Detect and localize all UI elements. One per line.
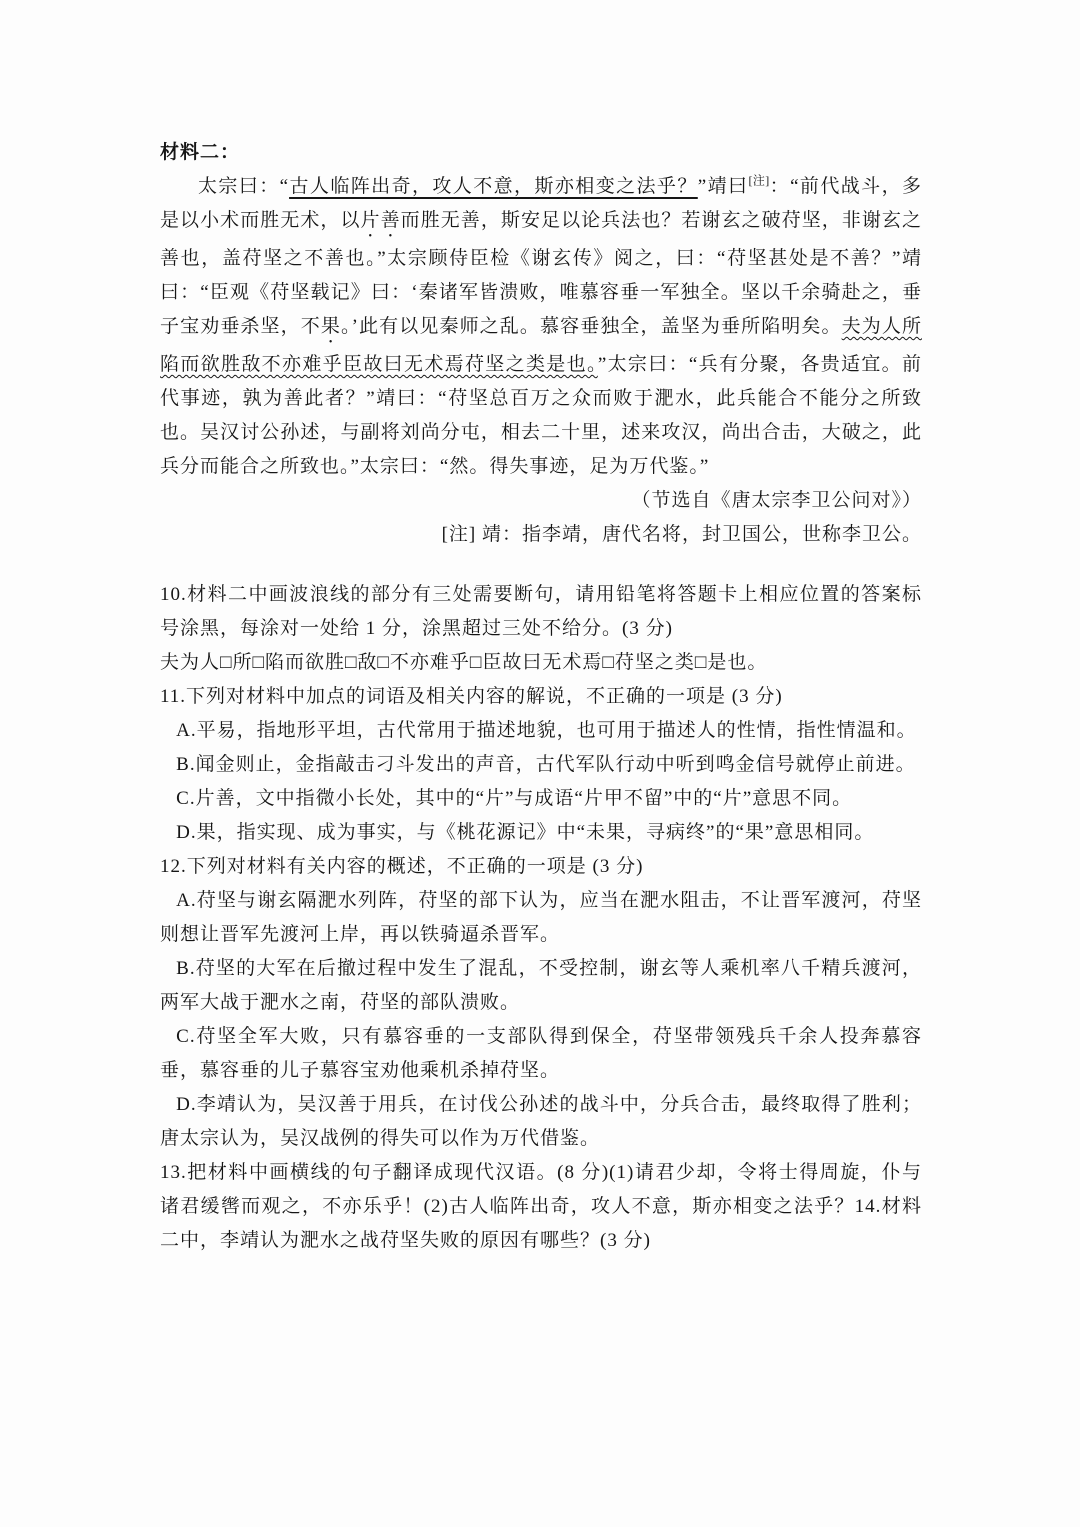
- passage-segment-normal: ：“前代战斗，多是以小术而胜无术，以: [160, 176, 922, 231]
- passage-segment-normal: 。’此有以见秦师之乱。慕容垂独全，盖坚为垂所陷明矣。: [340, 316, 842, 337]
- passage-segment-note-sup: [注]: [748, 173, 770, 188]
- question-12-option-D: D.李靖认为，吴汉善于用兵，在讨伐公孙述的战斗中，分兵合击，最终取得了胜利；唐太宗认为，吴汉战例的得失可以作为万代借鉴。: [160, 1094, 922, 1149]
- question-12-options: [160, 884, 922, 1156]
- question-10-stem: 10.材料二中画波浪线的部分有三处需要断句，请用铅笔将答题卡上相应位置的答案标号涂黑，每涂对一处给 1 分，涂黑超过三处不给分。(3 分): [160, 584, 922, 639]
- question-11-stem: 11.下列对材料中加点的词语及相关内容的解说，不正确的一项是 (3 分): [160, 686, 783, 707]
- question-12-option-C: C.苻坚全军大败，只有慕容垂的一支部队得到保全，苻坚带领残兵千余人投奔慕容垂，慕容垂的儿子慕容宝劝他乘机杀掉苻坚。: [160, 1026, 922, 1081]
- passage-segment-normal: 太宗曰：“: [198, 176, 290, 197]
- question-10-duanju-sentence: 夫为人□所□陷而欲胜□敌□不亦难乎□臣故曰无术焉□苻坚之类□是也。: [160, 652, 768, 673]
- questions-section: [160, 578, 922, 1258]
- passage-segment-solid-underline: 古人临阵出奇，攻人不意，斯亦相变之法乎？: [289, 176, 698, 197]
- material-two-heading: 材料二：: [160, 142, 241, 163]
- classical-passage-material-two: [160, 170, 922, 484]
- question-11-options: [160, 714, 922, 850]
- passage-segment-normal: 而胜无善，斯安足以论兵法也？若谢玄之破苻坚，非谢玄之善也，盖苻坚之不善也。”太宗顾侍臣检《谢玄传》阅之，曰：“苻坚甚处是不善？”靖曰：“臣观《苻坚载记》曰：‘秦诸军皆溃败，唯慕容垂一军独全。坚以千余骑赴之，垂子宝劝垂杀坚，不: [160, 210, 922, 337]
- question-11-option-D: D.果，指实现、成为事实，与《桃花源记》中“未果，寻病终”的“果”意思相同。: [176, 822, 875, 843]
- question-12-option-A: A.苻坚与谢玄隔淝水列阵，苻坚的部下认为，应当在淝水阻击，不让晋军渡河，苻坚则想让晋军先渡河上岸，再以铁骑逼杀晋军。: [160, 890, 922, 945]
- passage-segment-wavy-underline: 夫为人所陷而欲胜敌不亦难乎臣故曰无术焉苻坚之类是也。: [160, 316, 922, 375]
- question-11-option-C: C.片善，文中指微小长处，其中的“片”与成语“片甲不留”中的“片”意思不同。: [176, 788, 853, 809]
- question-12-option-B: B.苻坚的大军在后撤过程中发生了混乱，不受控制，谢玄等人乘机率八千精兵渡河，两军大战于淝水之南，苻坚的部队溃败。: [160, 958, 922, 1013]
- passage-footnote: [注] 靖：指李靖，唐代名将，封卫国公，世称李卫公。: [441, 524, 922, 545]
- passage-segment-normal: ”太宗曰：“兵有分聚，各贵适宜。前代事迹，孰为善此者？”靖曰：“苻坚总百万之众而败于淝水，此兵能合不能分之所致也。吴汉讨公孙述，与副将刘尚分屯，相去二十里，述来攻汉，尚出合击，大破之，此兵分而能合之所致也。”太宗曰：“然。得失事迹，足为万代鉴。”: [160, 354, 922, 477]
- question-13-14-text: 13.把材料中画横线的句子翻译成现代汉语。(8 分)(1)请君少却，令将士得周旋，仆与诸君缓辔而观之，不亦乐乎！(2)古人临阵出奇，攻人不意，斯亦相变之法乎？14.材料二中，李靖认为淝水之战苻坚失败的原因有哪些？(3 分): [160, 1162, 922, 1251]
- question-11-option-A: A.平易，指地形平坦，古代常用于描述地貌，也可用于描述人的性情，指性情温和。: [176, 720, 917, 741]
- passage-segment-normal: ”靖曰: [697, 176, 749, 197]
- passage-attribution: （节选自《唐太宗李卫公问对》）: [631, 490, 922, 511]
- passage-segment-dot-emphasis: 片善: [360, 210, 401, 231]
- question-11-option-B: B.闻金则止，金指敲击刁斗发出的声音，古代军队行动中听到鸣金信号就停止前进。: [176, 754, 916, 775]
- question-12-stem: 12.下列对材料有关内容的概述，不正确的一项是 (3 分): [160, 856, 644, 877]
- passage-segment-dot-emphasis: 果: [320, 316, 341, 337]
